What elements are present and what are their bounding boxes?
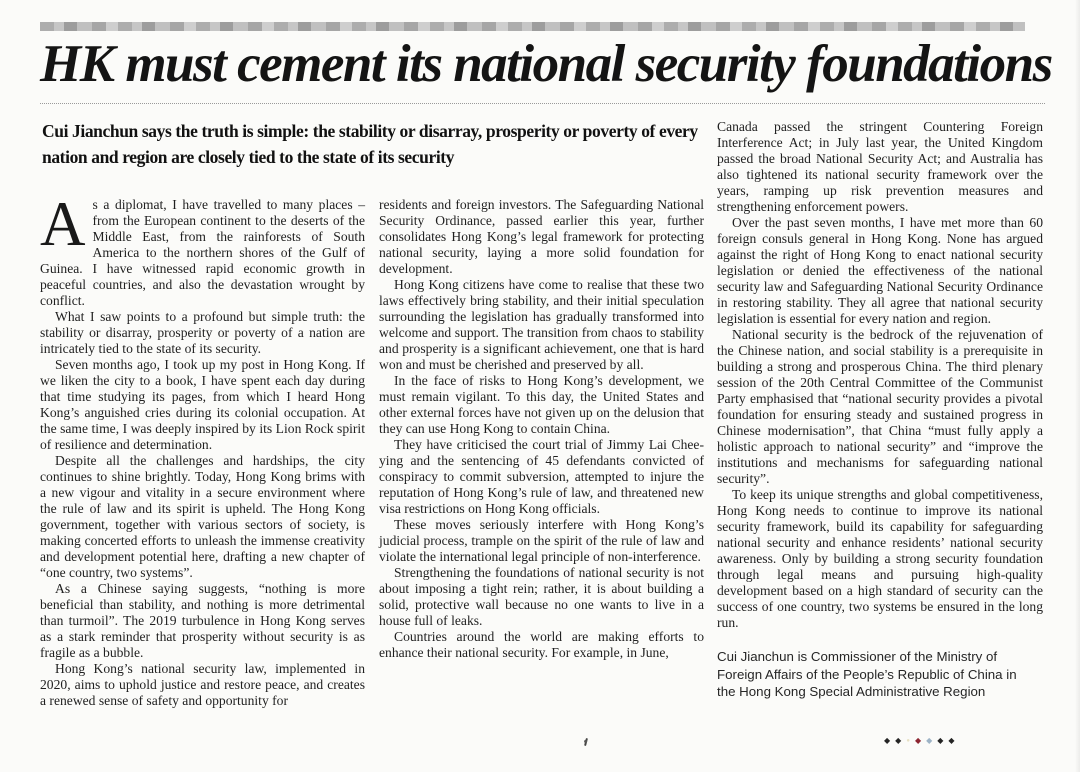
article-column-2 [379, 197, 704, 709]
article-left-block [40, 118, 704, 709]
author-byline: Cui Jianchun is Commissioner of the Ministry of Foreign Affairs of the People’s Republic of China in the Hong Kong Special Administrative Region [717, 649, 1017, 699]
diamond-mark: ◆ [914, 736, 922, 745]
article-paragraph: What I saw points to a profound but simple truth: the stability or disarray, prosperity or poverty of a nation are intricately tied to the state of its security. [40, 309, 365, 356]
article-paragraph: residents and foreign investors. The Safeguarding National Security Ordinance, passed earlier this year, further consolidates Hong Kong’s legal framework for protecting national security, laying a more solid foundation for development. [379, 197, 704, 276]
top-decorative-bar [40, 22, 1025, 31]
scan-speck [584, 738, 588, 746]
article-paragraph: Countries around the world are making efforts to enhance their national security. For example, in June, [379, 629, 704, 660]
article-paragraph: Despite all the challenges and hardships, the city continues to shine brightly. Today, Hong Kong brims with a new vigour and vitality in a secure environment where the rule of law and its spirit is upheld. The Hong Kong government, together with various sectors of society, is making concerted efforts to unleash the immense creativity and development potential here, drafting a new chapter of “one country, two systems”. [40, 453, 365, 580]
article-column-3-text [717, 119, 1043, 631]
article-paragraph: Canada passed the stringent Countering Foreign Interference Act; in July last year, the United Kingdom passed the broad National Security Act; and Australia has also tightened its national security framework over the years, ramping up risk prevention measures and strengthening enforcement powers. [717, 119, 1043, 214]
page-edge-shadow [1075, 0, 1080, 772]
dot-mark: ● [906, 738, 910, 744]
article-columns [40, 189, 704, 709]
article-body [40, 118, 1043, 709]
article-column-1 [40, 189, 365, 709]
article-paragraph: National security is the bedrock of the rejuvenation of the Chinese nation, and social stability is a prerequisite in building a strong and prosperous China. The third plenary session of the 20th Central Committee of the Communist Party emphasised that “national security provides a pivotal foundation for ensuring steady and sustained progress in Chinese modernisation”, that China “must fully apply a holistic approach to national security” and “improve the institutions and mechanisms for safeguarding national security”. [717, 327, 1043, 486]
printer-registration-marks [884, 736, 955, 746]
diamond-mark: ◆ [937, 736, 944, 745]
article-paragraph: Over the past seven months, I have met more than 60 foreign consuls general in Hong Kong. None has argued against the right of Hong Kong to enact national security legislation or denied the effectiveness of the national security law and Safeguarding National Security Ordinance in restoring stability. They all agree that national security legislation is essential for every nation and region. [717, 215, 1043, 326]
diamond-mark: ◆ [948, 736, 955, 745]
diamond-mark: ◆ [926, 736, 933, 745]
article-paragraph: Hong Kong’s national security law, implemented in 2020, aims to uphold justice and restore peace, and creates a renewed sense of safety and opportunity for [40, 661, 365, 708]
article-column-3 [717, 118, 1043, 709]
article-paragraph: Hong Kong citizens have come to realise that these two laws effectively bring stability, and their initial speculation surrounding the legislation has gradually transformed into welcome and support. The transition from chaos to stability and prosperity is a significant achievement, one that is hard won and must be cherished and preserved by all. [379, 277, 704, 372]
article-paragraph: Seven months ago, I took up my post in Hong Kong. If we liken the city to a book, I have spent each day during that time studying its pages, from which I heard Hong Kong’s anguished cries during its colonial occupation. At the same time, I was deeply inspired by its Lion Rock spirit of resilience and determination. [40, 357, 365, 452]
diamond-mark: ◆ [895, 736, 902, 745]
headline: HK must cement its national security foundations [40, 34, 1045, 104]
article-paragraph: To keep its unique strengths and global competitiveness, Hong Kong needs to continue to improve its national security framework, build its capability for safeguarding national security and enhance residents’ national security awareness. Only by building a strong security foundation through legal means and pursuing high-quality development based on a high standard of security can the success of one country, two systems be ensured in the long run. [717, 487, 1043, 630]
article-paragraph: Strengthening the foundations of national security is not about imposing a tight rein; rather, it is about building a solid, protective wall because no one wants to live in a house full of leaks. [379, 565, 704, 628]
article-paragraph: As a Chinese saying suggests, “nothing is more beneficial than stability, and nothing is more detrimental than turmoil”. The 2019 turbulence in Hong Kong serves as a stark reminder that prosperity without security is as fragile as a bubble. [40, 581, 365, 660]
article-paragraph: As a diplomat, I have travelled to many places – from the European continent to the deserts of the Middle East, from the rainforests of South America to the northern shores of the Gulf of Guinea. I have witnessed rapid economic growth in peaceful countries, and also the devastation wrought by conflict. [40, 189, 365, 308]
standfirst: Cui Jianchun says the truth is simple: the stability or disarray, prosperity or poverty of every nation and region are closely tied to the state of its security [42, 121, 698, 167]
article-paragraph: In the face of risks to Hong Kong’s development, we must remain vigilant. To this day, the United States and other external forces have not given up on the delusion that they can use Hong Kong to contain China. [379, 373, 704, 436]
drop-cap: A [40, 189, 86, 259]
diamond-mark: ◆ [884, 736, 891, 745]
article-paragraph: They have criticised the court trial of Jimmy Lai Chee-ying and the sentencing of 45 defendants convicted of conspiracy to commit subversion, attempted to injure the reputation of Hong Kong’s rule of law, and threatened new visa restrictions on Hong Kong officials. [379, 437, 704, 516]
article-paragraph: These moves seriously interfere with Hong Kong’s judicial process, trample on the spirit of the rule of law and violate the international legal principle of non-interference. [379, 517, 704, 564]
